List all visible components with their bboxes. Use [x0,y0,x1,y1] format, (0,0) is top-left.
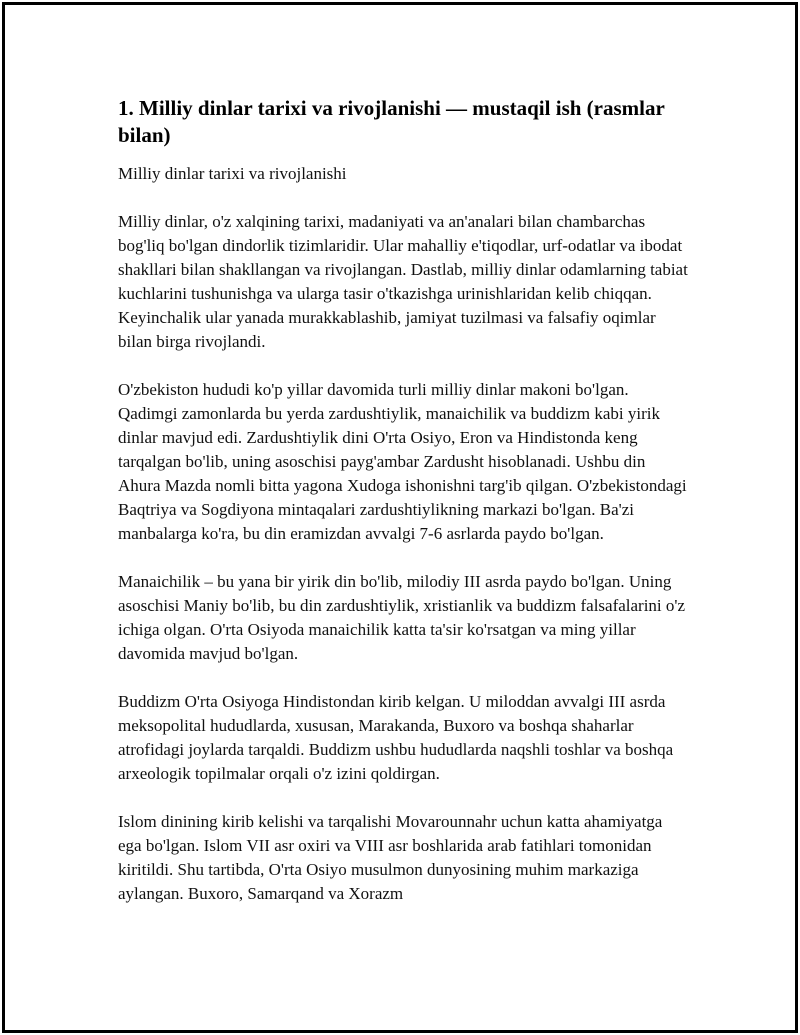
paragraph-3: Manaichilik – bu yana bir yirik din bo'lib, milodiy III asrda paydo bo'lgan. Uning asoschisi Maniy bo'lib, bu din zardushtiylik, xristianlik va buddizm falsafalarini o'z ichiga olgan. O'rta Osiyoda manaichilik katta ta'sir ko'rsatgan va ming yillar davomida mavjud bo'lgan. [118,572,686,663]
document-body [118,95,688,906]
document-subtitle: Milliy dinlar tarixi va rivojlanishi [118,164,347,183]
paragraph-1: Milliy dinlar, o'z xalqining tarixi, madaniyati va an'analari bilan chambarchas bog'liq bo'lgan dindorlik tizimlaridir. Ular mahalliy e'tiqodlar, urf-odatlar va ibodat shakllari bilan shakllangan va rivojlangan. Dastlab, milliy dinlar odamlarning tabiat kuchlarini tushunishga va ularga tasir o'tkazishga urinishlaridan kelib chiqqan. Keyinchalik ular yanada murakkablashib, jamiyat tuzilmasi va falsafiy oqimlar bilan birga rivojlandi. [118,212,688,351]
paragraph-4: Buddizm O'rta Osiyoga Hindistondan kirib kelgan. U miloddan avvalgi III asrda meksopolital hududlarda, xususan, Marakanda, Buxoro va boshqa shaharlar atrofidagi joylarda tarqaldi. Buddizm ushbu hududlarda naqshli toshlar va boshqa arxeologik topilmalar orqali o'z izini qoldirgan. [118,692,674,783]
paragraph-2: O'zbekiston hududi ko'p yillar davomida turli milliy dinlar makoni bo'lgan. Qadimgi zamonlarda bu yerda zardushtiylik, manaichilik va buddizm kabi yirik dinlar mavjud edi. Zardushtiylik dini O'rta Osiyo, Eron va Hindistonda keng tarqalgan bo'lib, uning asoschisi payg'ambar Zardusht hisoblanadi. Ushbu din Ahura Mazda nomli bitta yagona Xudoga ishonishni targ'ib qilgan. O'zbekistondagi Baqtriya va Sogdiyona mintaqalari zardushtiylikning markazi bo'lgan. Ba'zi manbalarga ko'ra, bu din eramizdan avvalgi 7-6 asrlarda paydo bo'lgan. [118,380,687,543]
paragraph-5: Islom dinining kirib kelishi va tarqalishi Movarounnahr uchun katta ahamiyatga ega bo'lgan. Islom VII asr oxiri va VIII asr boshlarida arab fatihlari tomonidan kiritildi. Shu tartibda, O'rta Osiyo musulmon dunyosining muhim markaziga aylangan. Buxoro, Samarqand va Xorazm [118,812,663,903]
document-title: 1. Milliy dinlar tarixi va rivojlanishi — mustaqil ish (rasmlar bilan) [118,96,665,147]
